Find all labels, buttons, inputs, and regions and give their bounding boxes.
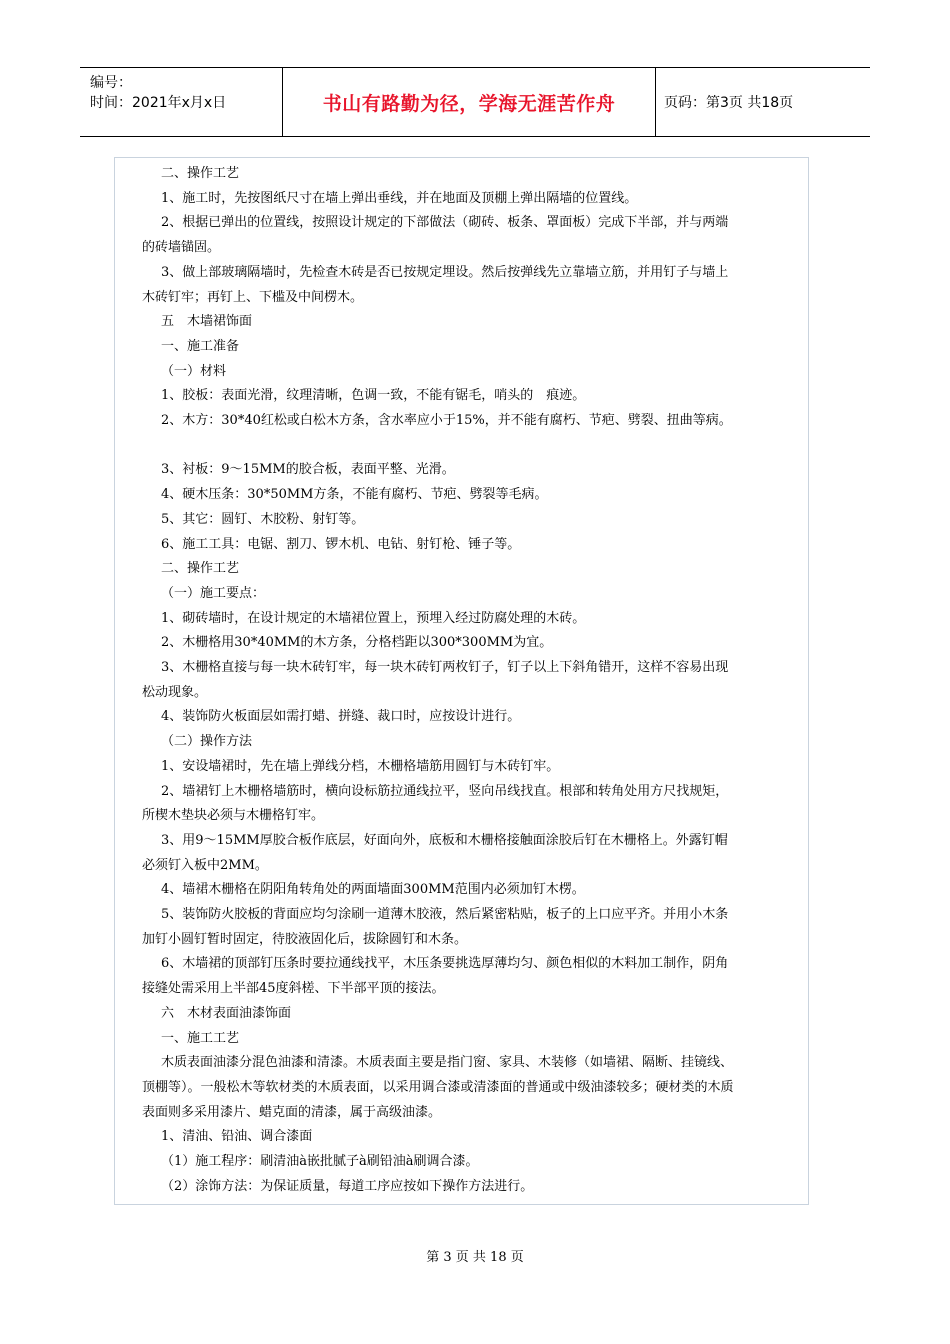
paragraph-line: 加钉小圆钉暂时固定，待胶液固化后，拔除圆钉和木条。	[142, 931, 468, 947]
paragraph-line: 3、木栅格直接与每一块木砖钉牢，每一块木砖钉两枚钉子，钉子以上下斜角错开，这样不容易出现	[161, 660, 729, 676]
section-heading: 一、施工准备	[161, 338, 240, 354]
paragraph-line: 1、砌砖墙时，在设计规定的木墙裙位置上，预埋入经过防腐处理的木砖。	[161, 610, 586, 626]
paragraph-line: 6、木墙裙的顶部钉压条时要拉通线找平，木压条要挑选厚薄均匀、颜色相似的木料加工制作，阴角	[161, 956, 729, 972]
subsection-heading: （一）材料	[161, 363, 227, 379]
subsection-heading: （一）施工要点：	[161, 585, 266, 601]
subsection-heading: 1、清油、铅油、调合漆面	[161, 1129, 313, 1145]
paragraph-line: 松动现象。	[142, 684, 208, 700]
paragraph-line: （2）涂饰方法：为保证质量，每道工序应按如下操作方法进行。	[161, 1178, 534, 1194]
paragraph-line: 4、装饰防火板面层如需打蜡、拼缝、裁口时，应按设计进行。	[161, 709, 521, 725]
paragraph-line: 3、衬板：9～15MM的胶合板，表面平整、光滑。	[161, 462, 455, 478]
paragraph-line: 2、墙裙钉上木栅格墙筋时，横向设标筋拉通线拉平，竖向吊线找直。根部和转角处用方尺找规矩，	[161, 783, 729, 799]
paragraph-line: 1、施工时，先按图纸尺寸在墙上弹出垂线，并在地面及顶棚上弹出隔墙的位置线。	[161, 190, 638, 206]
paragraph-line: 1、胶板：表面光滑，纹理清晰，色调一致，不能有锯毛，哨头的 痕迹。	[161, 388, 586, 404]
paragraph-line: 所楔木垫块必须与木栅格钉牢。	[142, 808, 325, 824]
header-info-cell	[80, 68, 283, 136]
paragraph-line: 的砖墙锚固。	[142, 240, 221, 256]
paragraph-line: 2、根据已弹出的位置线，按照设计规定的下部做法（砌砖、板条、罩面板）完成下半部，并与两端	[161, 215, 729, 231]
paragraph-line: 6、施工工具：电锯、割刀、锣木机、电钻、射钉枪、锤子等。	[161, 536, 521, 552]
chapter-heading: 五 木墙裙饰面	[161, 314, 253, 330]
document-body	[114, 157, 809, 1205]
paragraph-line: 4、墙裙木栅格在阴阳角转角处的两面墙面300MM范围内必须加钉木楞。	[161, 882, 585, 898]
paragraph-line: 顶棚等）。一般松木等软材类的木质表面，以采用调合漆或清漆面的普通或中级油漆较多；硬材类的木质	[142, 1080, 734, 1095]
section-heading: 二、操作工艺	[161, 561, 240, 577]
document-date-label: 时间：2021年x月x日	[90, 95, 227, 111]
section-heading: 二、操作工艺	[161, 166, 240, 181]
paragraph-line: 5、装饰防火胶板的背面应均匀涂刷一道薄木胶液，然后紧密粘贴，板子的上口应平齐。并用小木条	[161, 907, 729, 923]
paragraph-line: 1、安设墙裙时，先在墙上弹线分档，木栅格墙筋用圆钉与木砖钉牢。	[161, 758, 560, 774]
document-number-label: 编号：	[90, 75, 132, 91]
subsection-heading: （二）操作方法	[161, 734, 253, 750]
paragraph-line: （1）施工程序：刷清油à嵌批腻子à刷铅油à刷调合漆。	[161, 1154, 479, 1170]
paragraph-line: 接缝处需采用上半部45度斜槎、下半部平顶的接法。	[142, 981, 445, 997]
page-header	[80, 67, 870, 137]
paragraph-line: 3、用9～15MM厚胶合板作底层，好面向外，底板和木栅格接触面涂胶后钉在木栅格上。外露钉帽	[161, 832, 728, 848]
paragraph-line: 表面则多采用漆片、蜡克面的清漆，属于高级油漆。	[142, 1104, 442, 1120]
paragraph-line: 2、木栅格用30*40MM的木方条，分格档距以300*300MM为宜。	[161, 635, 553, 651]
section-heading: 一、施工工艺	[161, 1030, 240, 1046]
page-footer: 第 3 页 共 18 页	[426, 1250, 524, 1265]
header-page-number: 页码：第3页 共18页	[664, 95, 794, 111]
paragraph-line: 木质表面油漆分混色油漆和清漆。木质表面主要是指门窗、家具、木装修（如墙裙、隔断、挂镜线、	[161, 1055, 734, 1071]
header-motto: 书山有路勤为径，学海无涯苦作舟	[283, 68, 656, 136]
paragraph-line: 2、木方：30*40红松或白松木方条，含水率应小于15%，并不能有腐朽、节疤、劈裂、扭曲等病。	[161, 413, 732, 429]
paragraph-line: 木砖钉牢；再钉上、下槛及中间楞木。	[142, 289, 364, 305]
paragraph-line: 4、硬木压条：30*50MM方条，不能有腐朽、节疤、劈裂等毛病。	[161, 487, 548, 503]
chapter-heading: 六 木材表面油漆饰面	[161, 1005, 292, 1021]
paragraph-line: 5、其它：圆钉、木胶粉、射钉等。	[161, 511, 365, 527]
paragraph-line: 必须钉入板中2MM。	[142, 857, 268, 873]
paragraph-line: 3、做上部玻璃隔墙时，先检查木砖是否已按规定埋设。然后按弹线先立靠墙立筋，并用钉子与墙上	[161, 264, 729, 280]
